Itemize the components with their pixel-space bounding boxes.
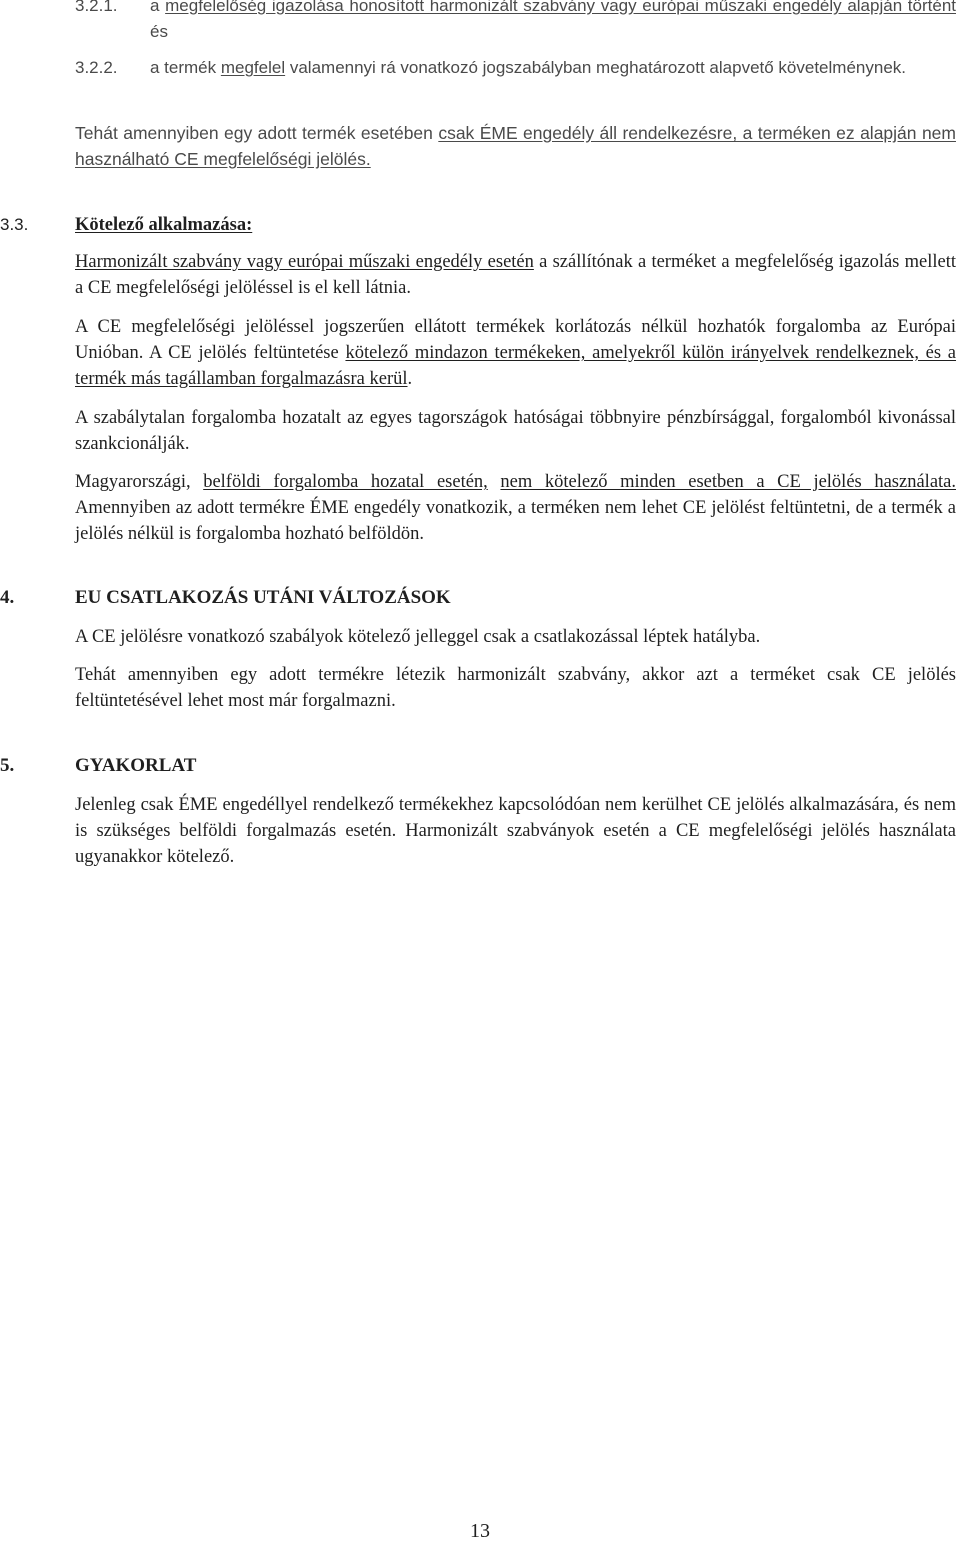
section-number: 3.3. xyxy=(0,215,29,234)
section-number: 4. xyxy=(0,587,15,608)
section-title: Kötelező alkalmazása: xyxy=(75,215,253,235)
paragraph xyxy=(75,469,956,547)
text-run: a xyxy=(150,0,166,15)
section-title: GYAKORLAT xyxy=(75,755,197,776)
text-run: A CE megfelelőségi jelöléssel jogszerűen ellátott termékek korlátozás nélkül hozhatók forgalomba az Európai Unióban. A CE jelölés feltüntetése xyxy=(75,317,956,363)
item-number: 3.2.2. xyxy=(75,58,118,77)
text-run: és xyxy=(150,22,168,41)
underlined-text: megfelelőség igazolása honosított harmonizált szabvány vagy európai műszaki engedély alapján történt xyxy=(165,0,956,15)
text-run: Magyarországi, xyxy=(75,472,204,492)
underlined-text: csak ÉME engedély áll rendelkezésre, a terméken ez alapján nem használható CE megfelelőségi jelölés. xyxy=(75,123,956,169)
text-run: valamennyi rá vonatkozó jogszabályban meghatározott alapvető követelménynek. xyxy=(285,58,906,77)
paragraph: Jelenleg csak ÉME engedéllyel rendelkező termékekhez kapcsolódóan nem kerülhet CE jelölés alkalmazására, és nem is szükséges belföldi forgalmazás esetén. Harmonizált szabványok esetén a CE megfelelőségi jelölés használata ugyanakkor kötelező. xyxy=(75,795,956,867)
paragraph: A CE jelölésre vonatkozó szabályok kötelező jelleggel csak a csatlakozással léptek hatályba. xyxy=(75,627,761,647)
item-number: 3.2.1. xyxy=(75,0,118,15)
paragraph xyxy=(75,120,956,172)
underlined-text: Harmonizált szabvány vagy európai műszaki engedély esetén xyxy=(75,252,534,272)
text-run: Tehát amennyiben egy adott termék esetében xyxy=(75,123,439,143)
underlined-text: megfelel xyxy=(220,58,286,77)
item-text xyxy=(150,55,956,81)
section-title: EU CSATLAKOZÁS UTÁNI VÁLTOZÁSOK xyxy=(75,587,451,608)
page-number: 13 xyxy=(470,1520,490,1542)
text-run: a termék xyxy=(150,58,221,77)
text-run: . xyxy=(407,369,413,389)
paragraph: Tehát amennyiben egy adott termékre létezik harmonizált szabvány, akkor azt a terméket csak CE jelölés feltüntetésével lehet most már forgalmazni. xyxy=(75,665,956,711)
item-text xyxy=(150,0,956,45)
text-run: Amennyiben az adott termékre ÉME engedély vonatkozik, a terméken nem lehet CE jelölést feltüntetni, de a termék a jelölés nélkül is forgalomba hozható belföldön. xyxy=(75,498,956,544)
paragraph: A szabálytalan forgalomba hozatalt az egyes tagországok hatóságai többnyire pénzbírsággal, forgalomból kivonással szankcionálják. xyxy=(75,408,956,454)
section-number: 5. xyxy=(0,755,15,776)
underlined-text: belföldi forgalomba hozatal esetén, xyxy=(203,472,488,492)
text-run xyxy=(488,472,501,492)
paragraph xyxy=(75,249,956,301)
paragraph xyxy=(75,314,956,392)
underlined-text: kötelező mindazon termékeken, amelyekről külön irányelvek rendelkeznek, és a termék más tagállamban forgalmazásra kerül xyxy=(75,343,957,389)
text-run: a szállítónak a terméket a megfelelőség igazolás mellett a CE megfelelőségi jelöléssel is el kell látnia. xyxy=(75,252,956,298)
underlined-text: nem kötelező minden esetben a CE jelölés használata. xyxy=(500,472,957,492)
